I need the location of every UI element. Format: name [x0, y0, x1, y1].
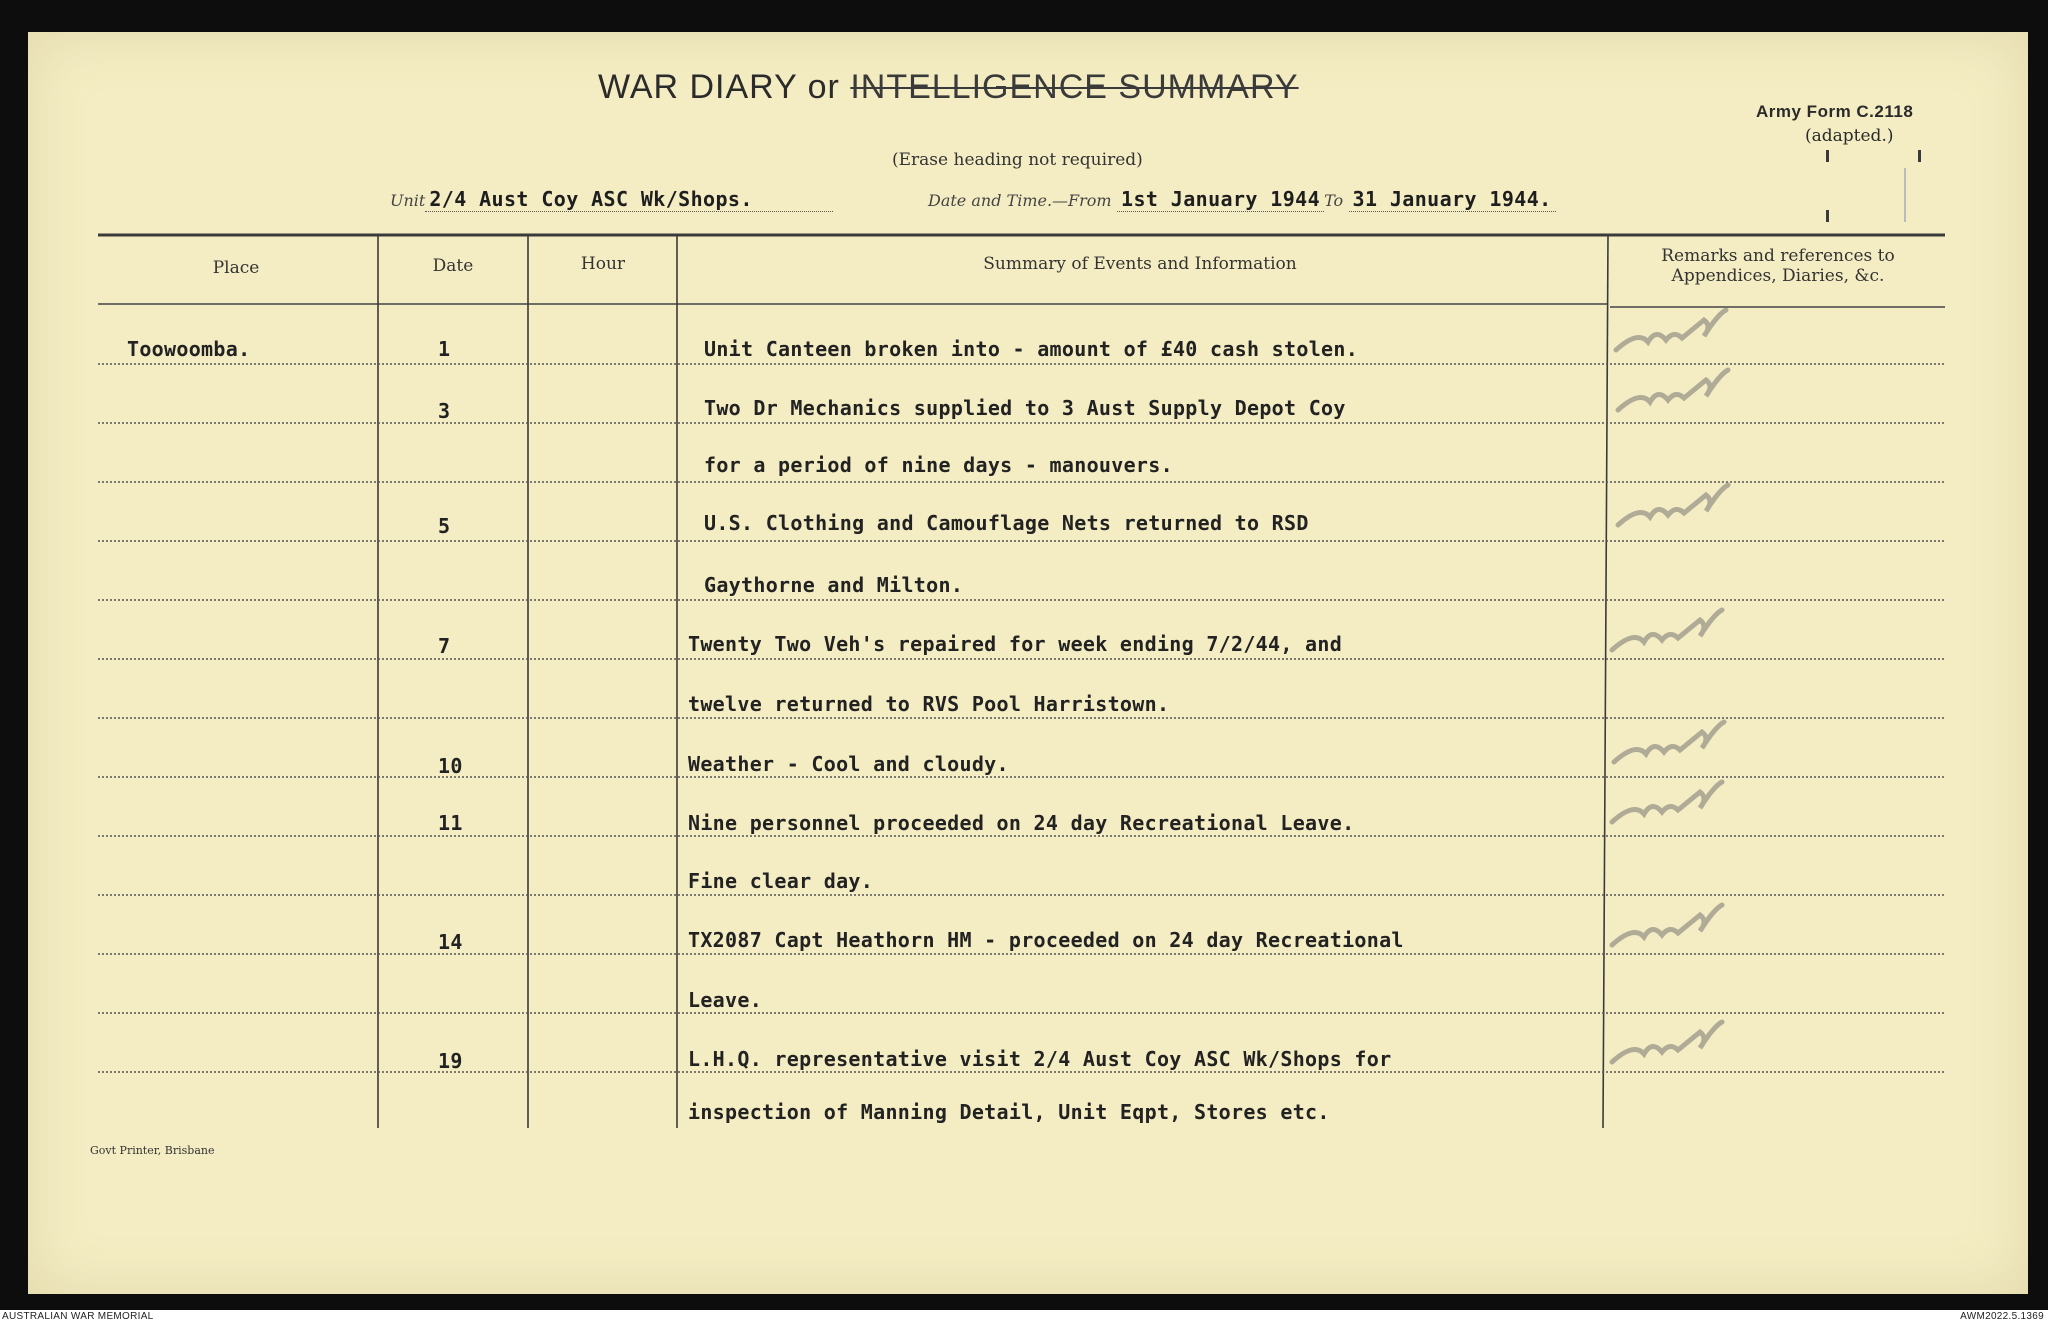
remarks-initials-signature [1610, 475, 1800, 535]
remarks-initials-signature [1604, 772, 1794, 832]
margin-mark [1826, 210, 1829, 222]
row-4-summary-line-1: Twenty Two Veh's repaired for week ending 7/2/44, and [688, 632, 1343, 656]
row-4-summary-line-2: twelve returned to RVS Pool Harristown. [688, 692, 1170, 716]
date-from-label: Date and Time.—From [928, 191, 1112, 210]
page-title [598, 68, 1299, 107]
date-line [928, 187, 1556, 211]
row-5-summary: Weather - Cool and cloudy. [688, 752, 1009, 776]
row-7-summary-line-2: Leave. [688, 988, 763, 1012]
title-text: WAR DIARY or [598, 68, 840, 106]
row-3-date: 5 [438, 514, 451, 538]
remarks-initials-signature [1604, 1012, 1794, 1072]
column-header-summary: Summary of Events and Information [983, 254, 1297, 274]
row-7-summary-line-1: TX2087 Capt Heathorn HM - proceeded on 24 day Recreational [688, 928, 1404, 952]
remarks-initials-signature [1606, 712, 1796, 772]
row-3-summary-line-2: Gaythorne and Milton. [704, 573, 964, 597]
remarks-initials-signature [1610, 360, 1800, 420]
page-subtitle: (Erase heading not required) [892, 150, 1143, 170]
unit-line [390, 187, 833, 212]
remarks-initials-signature [1608, 300, 1798, 360]
row-6-summary-line-2: Fine clear day. [688, 869, 874, 893]
form-number-note: (adapted.) [1805, 126, 1894, 146]
unit-label: Unit [390, 191, 426, 210]
margin-mark [1904, 168, 1906, 222]
row-1-date: 1 [438, 337, 451, 361]
remarks-header-line-1: Remarks and references to [1661, 246, 1895, 266]
row-7-date: 14 [438, 930, 463, 954]
form-number: Army Form C.2118 [1756, 102, 1914, 121]
row-8-date: 19 [438, 1049, 463, 1073]
archive-credit: AUSTRALIAN WAR MEMORIAL [2, 1311, 154, 1322]
remarks-initials-signature [1604, 600, 1794, 660]
row-8-summary-line-2: inspection of Manning Detail, Unit Eqpt, Stores etc. [688, 1100, 1330, 1124]
row-5-date: 10 [438, 754, 463, 778]
date-from-value: 1st January 1944 [1117, 187, 1324, 212]
row-2-summary-line-1: Two Dr Mechanics supplied to 3 Aust Supply Depot Coy [704, 396, 1346, 420]
row-1-summary: Unit Canteen broken into - amount of £40 cash stolen. [704, 337, 1359, 361]
column-header-remarks [1620, 246, 1936, 286]
row-2-summary-line-2: for a period of nine days - manouvers. [704, 453, 1173, 477]
column-header-date: Date [432, 256, 474, 276]
row-2-date: 3 [438, 399, 451, 423]
column-header-hour: Hour [580, 254, 626, 274]
title-struck-text: INTELLIGENCE SUMMARY [850, 68, 1299, 106]
date-to-label: To [1324, 191, 1344, 210]
row-6-date: 11 [438, 811, 463, 835]
date-to-value: 31 January 1944. [1349, 187, 1556, 212]
remarks-initials-signature [1604, 895, 1794, 955]
remarks-header-line-2: Appendices, Diaries, &c. [1671, 266, 1885, 286]
column-header-place: Place [212, 258, 260, 278]
row-6-summary-line-1: Nine personnel proceeded on 24 day Recreational Leave. [688, 811, 1355, 835]
row-1-place: Toowoomba. [127, 337, 251, 361]
unit-value: 2/4 Aust Coy ASC Wk/Shops. [425, 187, 833, 212]
row-4-date: 7 [438, 634, 451, 658]
archive-reference: AWM2022.5.1369 [1960, 1311, 2044, 1322]
row-8-summary-line-1: L.H.Q. representative visit 2/4 Aust Coy ASC Wk/Shops for [688, 1047, 1392, 1071]
printer-imprint: Govt Printer, Brisbane [90, 1144, 215, 1157]
row-3-summary-line-1: U.S. Clothing and Camouflage Nets returned to RSD [704, 511, 1309, 535]
margin-mark [1918, 150, 1921, 162]
margin-mark [1826, 150, 1829, 162]
